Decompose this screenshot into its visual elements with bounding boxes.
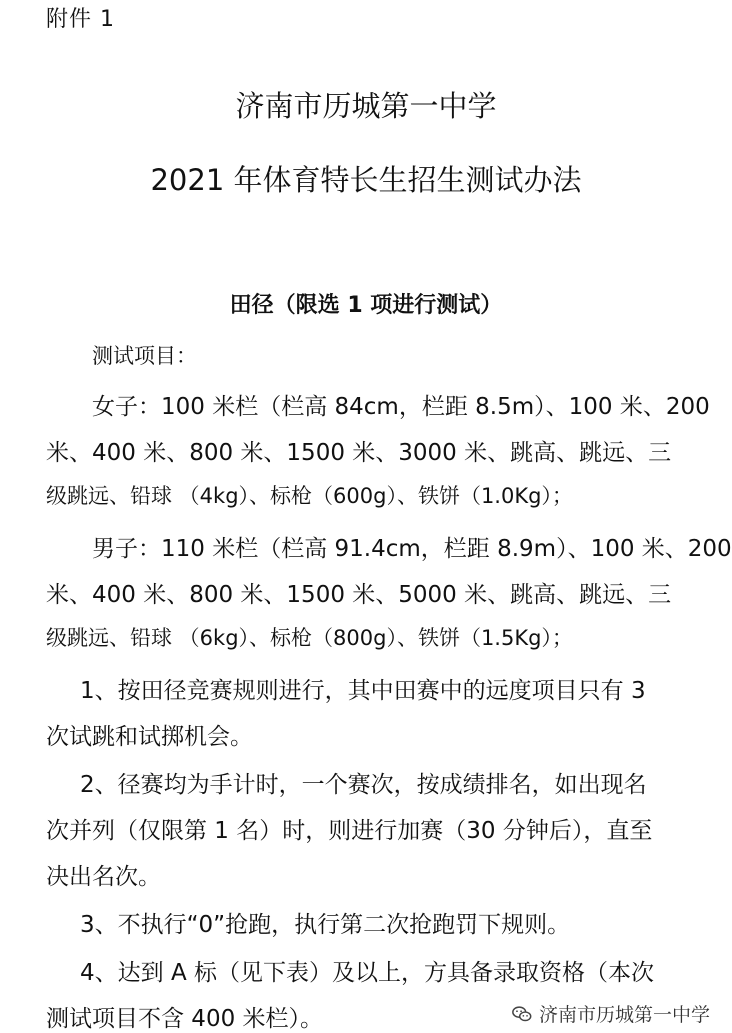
document-title: 2021 年体育特长生招生测试办法 — [150, 163, 582, 197]
rule-4-line-1: 4、达到 A 标（见下表）及以上，方具备录取资格（本次 — [80, 960, 654, 986]
rule-2-line-3: 决出名次。 — [46, 864, 161, 890]
school-title: 济南市历城第一中学 — [235, 89, 497, 123]
rule-2-line-1: 2、径赛均为手计时，一个赛次，按成绩排名，如出现名 — [80, 772, 647, 798]
wechat-icon — [511, 1003, 533, 1025]
rule-1-line-2: 次试跳和试掷机会。 — [46, 724, 253, 750]
body-line-men-1: 男子：110 米栏（栏高 91.4cm，栏距 8.9m）、100 米、200 — [92, 536, 732, 562]
body-line-women-1: 女子：100 米栏（栏高 84cm，栏距 8.5m）、100 米、200 — [92, 394, 710, 420]
rule-2-line-2: 次并列（仅限第 1 名）时，则进行加赛（30 分钟后），直至 — [46, 818, 653, 844]
body-line-men-2: 米、400 米、800 米、1500 米、5000 米、跳高、跳远、三 — [46, 582, 672, 608]
body-line-women-2: 米、400 米、800 米、1500 米、3000 米、跳高、跳远、三 — [46, 440, 672, 466]
rule-3-line: 3、不执行“0”抢跑，执行第二次抢跑罚下规则。 — [80, 912, 571, 938]
rule-4-line-2: 测试项目不含 400 米栏）。 — [46, 1006, 324, 1032]
wechat-watermark — [511, 1000, 710, 1027]
section-title-track-field: 田径（限选 1 项进行测试） — [229, 293, 503, 318]
body-line-men-3: 级跳远、铅球 （6kg）、标枪（800g）、铁饼（1.5Kg）； — [46, 626, 573, 650]
test-items-heading: 测试项目： — [92, 344, 197, 368]
watermark-text: 济南市历城第一中学 — [538, 1004, 710, 1026]
body-line-women-3: 级跳远、铅球 （4kg）、标枪（600g）、铁饼（1.0Kg）； — [46, 484, 573, 508]
rule-1-line-1: 1、按田径竞赛规则进行，其中田赛中的远度项目只有 3 — [80, 678, 646, 704]
annex-label: 附件 1 — [46, 7, 115, 32]
